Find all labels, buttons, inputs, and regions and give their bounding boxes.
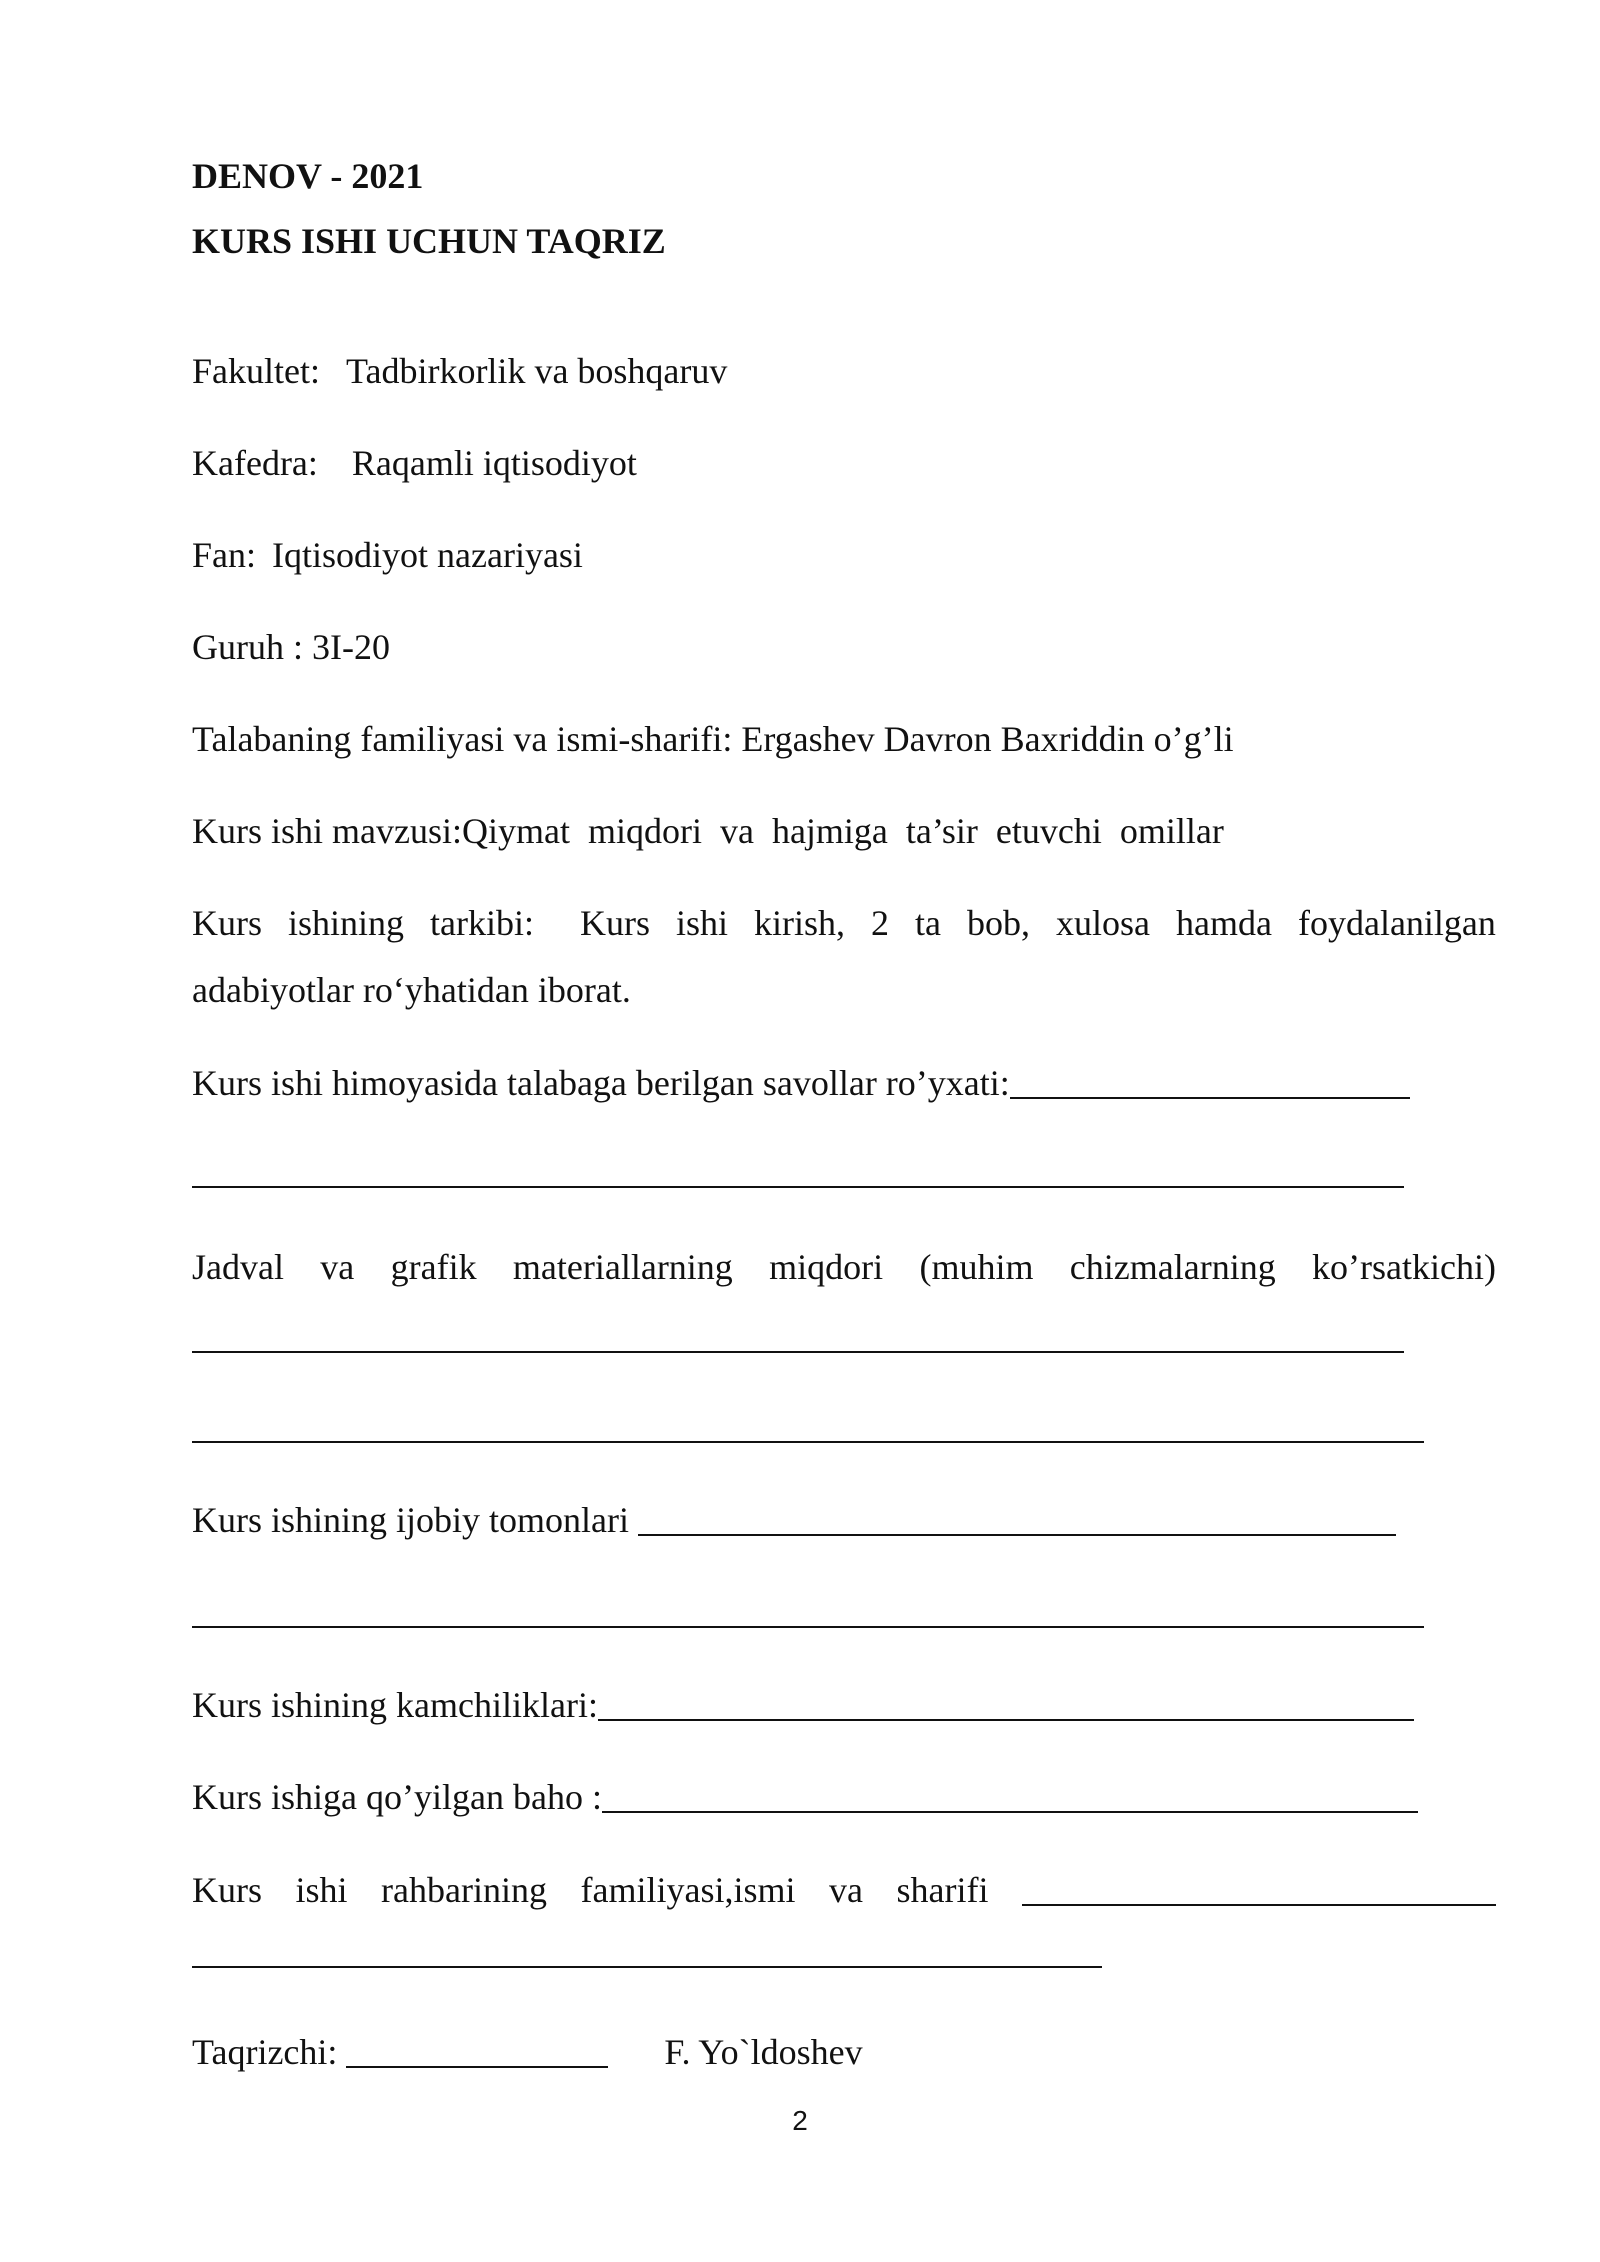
tarkib-word: 2 xyxy=(871,903,890,943)
tarkib-word: kirish, xyxy=(754,903,846,943)
kafedra-value: Raqamli iqtisodiyot xyxy=(351,443,637,483)
kamchilik-row xyxy=(192,1683,1414,1727)
talaba-value: Ergashev Davron Baxriddin o’g’li xyxy=(741,719,1234,759)
jadval-word: va xyxy=(320,1247,355,1287)
kafedra-row xyxy=(192,441,637,485)
fakultet-value: Tadbirkorlik va boshqaruv xyxy=(346,351,728,391)
savollar-blank xyxy=(1010,1097,1410,1099)
rahbar-blank-line xyxy=(192,1966,1102,1968)
tarkib-line-1 xyxy=(192,901,1496,945)
tarkib-word: Kurs xyxy=(192,903,262,943)
rahbar-row xyxy=(192,1868,1496,1912)
ijobiy-label: Kurs ishining ijobiy tomonlari xyxy=(192,1500,629,1540)
jadval-word: (muhim xyxy=(919,1247,1034,1287)
jadval-blank-line-2 xyxy=(192,1441,1424,1443)
kamchilik-blank xyxy=(598,1719,1414,1721)
mavzu-value: Qiymat miqdori va hajmiga ta’sir etuvchi omillar xyxy=(461,811,1224,851)
savollar-row xyxy=(192,1061,1410,1105)
mavzu-label: Kurs ishi mavzusi: xyxy=(192,811,462,851)
taqrizchi-row xyxy=(192,2030,863,2074)
baho-blank xyxy=(602,1811,1418,1813)
guruh-row xyxy=(192,625,390,669)
taqrizchi-name: F. Yo`ldoshev xyxy=(664,2032,863,2072)
talaba-label: Talabaning familiyasi va ismi-sharifi: xyxy=(192,719,733,759)
fan-row xyxy=(192,533,583,577)
rahbar-word: sharifi xyxy=(896,1870,989,1910)
taqrizchi-label: Taqrizchi: xyxy=(192,2032,338,2072)
savollar-label: Kurs ishi himoyasida talabaga berilgan savollar ro’yxati: xyxy=(192,1063,1010,1103)
rahbar-word: ishi xyxy=(295,1870,348,1910)
kafedra-label: Kafedra: xyxy=(192,443,318,483)
rahbar-word: Kurs xyxy=(192,1870,262,1910)
jadval-row xyxy=(192,1245,1496,1289)
jadval-word: ko’rsatkichi) xyxy=(1312,1247,1496,1287)
rahbar-word: rahbarining xyxy=(381,1870,547,1910)
jadval-word: materiallarning xyxy=(512,1247,733,1287)
ijobiy-row xyxy=(192,1498,1396,1542)
fakultet-row xyxy=(192,349,727,393)
baho-row xyxy=(192,1775,1418,1819)
talaba-row xyxy=(192,717,1234,761)
fan-label: Fan: xyxy=(192,535,257,575)
jadval-word: Jadval xyxy=(192,1247,284,1287)
tarkib-word: ishining xyxy=(288,903,405,943)
savollar-blank-line xyxy=(192,1186,1404,1188)
tarkib-word: tarkibi: xyxy=(430,903,534,943)
rahbar-word: va xyxy=(829,1870,863,1910)
tarkib-word: ishi xyxy=(676,903,729,943)
tarkib-word: foydalanilgan xyxy=(1297,903,1496,943)
tarkib-word: hamda xyxy=(1176,903,1272,943)
kamchilik-label: Kurs ishining kamchiliklari: xyxy=(192,1685,598,1725)
jadval-word: grafik xyxy=(390,1247,477,1287)
taqrizchi-blank xyxy=(346,2066,608,2068)
fan-value: Iqtisodiyot nazariyasi xyxy=(272,535,583,575)
ijobiy-blank-line xyxy=(192,1626,1424,1628)
jadval-word: chizmalarning xyxy=(1069,1247,1276,1287)
tarkib-line-2: adabiyotlar ro‘yhatidan iborat. xyxy=(192,970,631,1010)
jadval-word: miqdori xyxy=(769,1247,884,1287)
page-number: 2 xyxy=(792,2105,808,2136)
rahbar-blank xyxy=(1022,1868,1496,1912)
guruh-label: Guruh : xyxy=(192,627,303,667)
ijobiy-blank xyxy=(638,1534,1396,1536)
mavzu-row xyxy=(192,809,1224,853)
city-year: DENOV - 2021 xyxy=(192,156,424,196)
tarkib-word: xulosa xyxy=(1056,903,1151,943)
tarkib-word: ta xyxy=(915,903,942,943)
jadval-blank-line-1 xyxy=(192,1351,1404,1353)
tarkib-word: bob, xyxy=(967,903,1031,943)
page-title: KURS ISHI UCHUN TAQRIZ xyxy=(192,221,666,261)
rahbar-word: familiyasi,ismi xyxy=(580,1870,796,1910)
tarkib-word: Kurs xyxy=(580,903,650,943)
baho-label: Kurs ishiga qo’yilgan baho : xyxy=(192,1777,602,1817)
fakultet-label: Fakultet: xyxy=(192,351,320,391)
guruh-value: 3I-20 xyxy=(312,627,390,667)
